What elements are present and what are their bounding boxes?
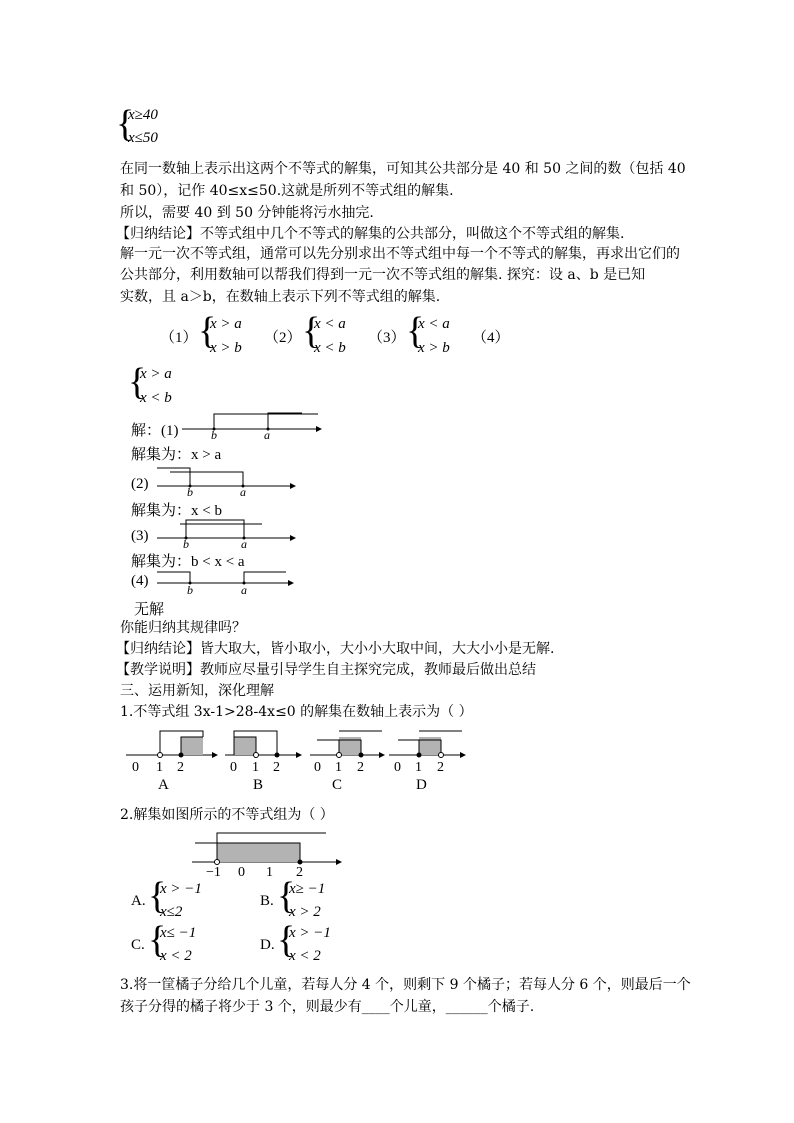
tick-label: a (240, 485, 246, 499)
number-line-3 (157, 520, 296, 541)
paragraph: 所以，需要 40 到 50 分钟能将污水抽完. (120, 205, 374, 221)
option-d[interactable]: D (416, 777, 427, 793)
paragraph: 在同一数轴上表示出这两个不等式的解集，可知其公共部分是 40 和 50 之间的数（包括 40 (120, 161, 686, 177)
solution-label: (2) (131, 476, 149, 492)
solution-label: (3) (131, 528, 149, 544)
brace: { (277, 919, 296, 961)
system-line-2: x≤50 (128, 130, 158, 146)
system-line-1: x≥40 (128, 107, 158, 123)
option-b[interactable]: B. (260, 893, 274, 909)
tick-label: b (211, 428, 217, 442)
option-a[interactable]: A. (131, 893, 146, 909)
tick-label: 0 (230, 760, 237, 775)
tick-label: 1 (156, 760, 163, 775)
number-line-2 (157, 468, 296, 489)
case-expr: x < b (314, 340, 346, 356)
tick-label: 2 (437, 760, 444, 775)
case-expr: x > b (418, 340, 450, 356)
option-expr: x < 2 (289, 948, 321, 964)
q1-option-d-figure (389, 731, 466, 758)
tick-label: a (264, 428, 270, 442)
tick-label: 0 (132, 760, 139, 775)
tick-label: a (241, 537, 247, 551)
question-2: 2.解集如图所示的不等式组为（ ） (120, 807, 334, 823)
conclusion: 【归纳结论】不等式组中几个不等式的解集的公共部分，叫做这个不等式组的解集. (116, 226, 625, 242)
tick-label: b (187, 583, 193, 597)
paragraph: 解一元一次不等式组，通常可以先分别求出不等式组中每一个不等式的解集，再求出它们的 (120, 246, 680, 262)
tick-label: a (241, 583, 247, 597)
option-expr: x > 2 (289, 904, 321, 920)
paragraph: 和 50），记作 40≤x≤50.这就是所列不等式组的解集. (120, 183, 454, 199)
question: 你能归纳其规律吗？ (120, 620, 246, 636)
option-expr: x < 2 (160, 948, 192, 964)
tick-label: 0 (394, 760, 401, 775)
number-line-4 (157, 572, 294, 586)
number-line-1 (182, 411, 322, 432)
case-expr: x > b (210, 340, 242, 356)
tick-label: b (183, 537, 189, 551)
tick-label: 2 (177, 760, 184, 775)
solution-result: 无解 (134, 602, 165, 618)
case-expr: x > a (210, 316, 242, 332)
tick-label: 2 (273, 760, 280, 775)
tick-label: 0 (314, 760, 321, 775)
brace: { (128, 361, 147, 403)
solution-label: (4) (131, 573, 149, 589)
teaching-note: 【教学说明】教师应尽量引导学生自主探究完成，教师最后做出总结 (116, 662, 536, 678)
brace: { (406, 310, 425, 352)
option-expr: x > −1 (289, 925, 331, 941)
q1-option-b-figure (225, 731, 302, 758)
brace: { (116, 103, 135, 145)
question-1: 1.不等式组 3x-1>28-4x≤0 的解集在数轴上表示为（ ） (120, 704, 473, 720)
tick-label: −1 (206, 865, 221, 880)
option-d[interactable]: D. (260, 937, 275, 953)
option-c[interactable]: C. (131, 937, 145, 953)
case-label: （2） (264, 330, 302, 346)
question-3-cont: 孩子分得的橘子将少于 3 个，则最少有____个儿童，______个橘子. (120, 999, 535, 1015)
tick-label: 1 (335, 760, 342, 775)
case-expr: x < a (418, 316, 450, 332)
paragraph: 实数，且 a＞b，在数轴上表示下列不等式组的解集. (120, 289, 441, 305)
paragraph: 公共部分，利用数轴可以帮我们得到一元一次不等式组的解集. 探究：设 a、b 是已知 (120, 267, 646, 283)
tick-label: 1 (415, 760, 422, 775)
solution-result: 解集为：x < b (131, 503, 222, 519)
case-expr: x < b (140, 390, 172, 406)
tick-label: b (187, 485, 193, 499)
section-heading: 三、运用新知，深化理解 (120, 683, 274, 699)
option-expr: x≥ −1 (289, 881, 326, 897)
tick-label: 0 (238, 865, 245, 880)
brace: { (277, 875, 296, 917)
solution-result: 解集为：b < x < a (131, 554, 245, 570)
tick-label: 1 (266, 865, 273, 880)
tick-label: 2 (296, 865, 303, 880)
option-expr: x≤ −1 (160, 925, 197, 941)
brace: { (198, 310, 217, 352)
option-b[interactable]: B (253, 777, 264, 793)
conclusion: 【归纳结论】皆大取大，皆小取小，大小小大取中间，大大小小是无解. (116, 641, 555, 657)
brace: { (302, 310, 321, 352)
option-a[interactable]: A (158, 777, 169, 793)
tick-label: 1 (252, 760, 259, 775)
case-expr: x < a (314, 316, 346, 332)
case-label: （4） (472, 330, 510, 346)
q1-option-c-figure (310, 731, 385, 758)
option-expr: x≤2 (160, 904, 183, 920)
case-label: （3） (368, 330, 406, 346)
q2-figure (192, 833, 342, 865)
option-c[interactable]: C (332, 777, 343, 793)
case-expr: x > a (140, 366, 172, 382)
tick-label: 2 (357, 760, 364, 775)
option-expr: x > −1 (160, 881, 202, 897)
brace: { (148, 919, 167, 961)
solution-result: 解集为：x > a (131, 447, 222, 463)
case-label: （1） (160, 330, 198, 346)
brace: { (148, 875, 167, 917)
question-3: 3.将一筐橘子分给几个儿童，若每人分 4 个，则剩下 9 个橘子；若每人分 6 个，则最后一个 (120, 977, 691, 993)
q1-option-a-figure (126, 731, 218, 758)
solution-label: 解：(1) (131, 423, 179, 439)
